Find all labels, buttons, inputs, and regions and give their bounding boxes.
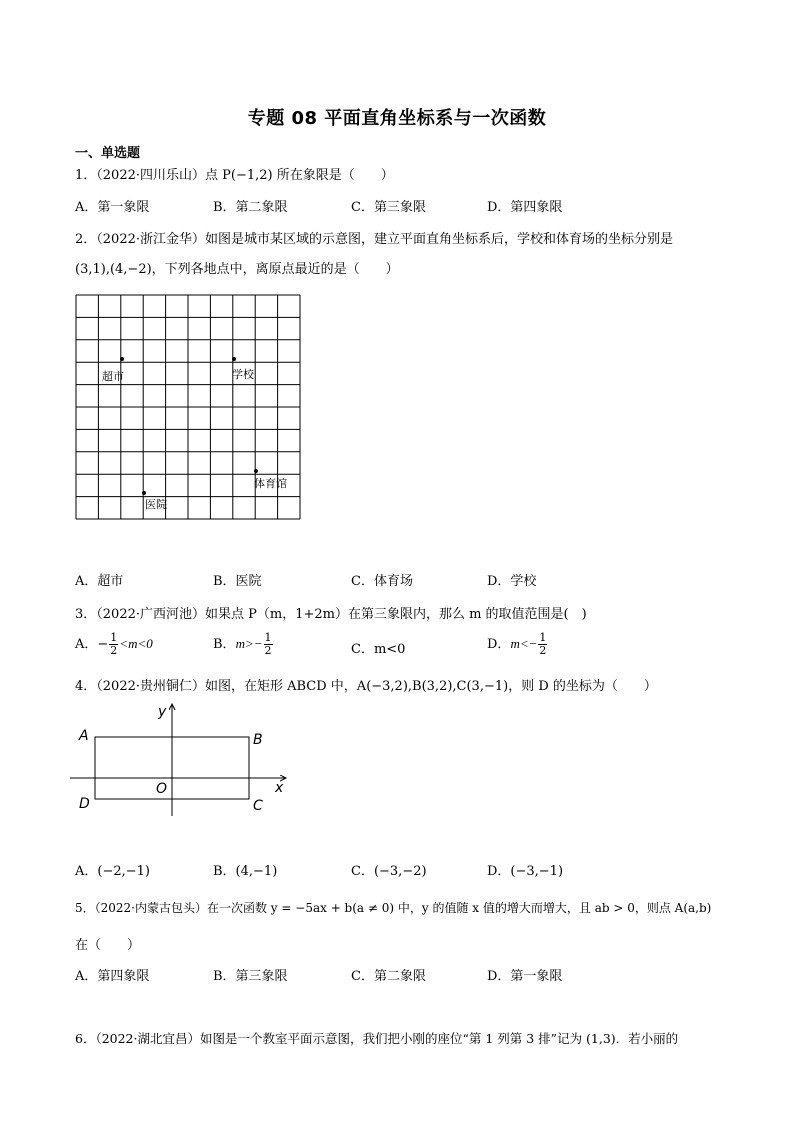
q3-d-den: 2 — [539, 644, 547, 657]
q3-option-d — [487, 632, 548, 657]
q2-option-a: A．超市 — [75, 574, 124, 589]
q5-option-b: B．第三象限 — [213, 969, 288, 984]
hospital-label: 医院 — [145, 498, 167, 511]
q3-a-neg: − — [97, 637, 109, 652]
question-5-stem-line2: 在（ ） — [75, 938, 141, 953]
label-a: A — [79, 728, 89, 744]
q2-option-b: B．医院 — [213, 574, 262, 589]
question-1-stem: 1．（2022·四川乐山）点 P(−1,2) 所在象限是（ ） — [75, 168, 394, 183]
label-d: D — [79, 796, 90, 812]
q2-option-c: C．体育场 — [351, 574, 413, 589]
page-title: 专题 08 平面直角坐标系与一次函数 — [247, 108, 547, 129]
q5-option-d: D．第一象限 — [487, 969, 563, 984]
label-y: y — [158, 704, 167, 720]
q4-option-d: D．(−3,−1) — [487, 864, 564, 879]
q3-a-tail: <m<0 — [119, 636, 153, 651]
question-3-stem: 3．（2022·广西河池）如果点 P（m，1+2m）在第三象限内，那么 m 的取值范围是( ) — [75, 607, 587, 622]
q1-option-c: C．第三象限 — [351, 200, 426, 215]
question-2-stem-line1: 2．（2022·浙江金华）如图是城市某区域的示意图，建立平面直角坐标系后，学校和体育场的坐标分别是 — [75, 232, 673, 247]
q3-option-c: C．m<0 — [351, 642, 406, 657]
q3-a-label: A． — [75, 637, 98, 652]
q3-d-head: m<− — [510, 636, 538, 651]
q3-a-den: 2 — [110, 644, 118, 657]
q3-b-num: 1 — [264, 631, 272, 644]
label-x: x — [275, 780, 284, 796]
q3-b-label: B． — [213, 637, 236, 652]
section-heading: 一、单选题 — [75, 146, 141, 161]
question-5-stem-line1: 5．（2022·内蒙古包头）在一次函数 y = −5ax + b(a ≠ 0) 中，y 的值随 x 值的增大而增大，且 ab > 0，则点 A(a,b) — [75, 901, 712, 915]
q3-b-head: m>− — [235, 636, 263, 651]
q2-option-d: D．学校 — [487, 574, 537, 589]
q5-option-c: C．第二象限 — [351, 969, 426, 984]
gym-label: 体育馆 — [254, 477, 287, 490]
school-point — [232, 357, 236, 361]
question-4-stem: 4．（2022·贵州铜仁）如图，在矩形 ABCD 中，A(−3,2),B(3,2),C(3,−1)，则 D 的坐标为（ ） — [75, 679, 657, 694]
label-origin: O — [156, 781, 168, 797]
question-2-stem-line2: (3,1),(4,−2)，下列各地点中，离原点最近的是（ ） — [75, 262, 399, 277]
q5-option-a: A．第四象限 — [75, 969, 150, 984]
question-6-stem: 6．（2022·湖北宜昌）如图是一个教室平面示意图，我们把小刚的座位“第 1 列第 3 排”记为 (1,3)．若小丽的 — [75, 1031, 679, 1046]
q3-option-b — [213, 632, 274, 657]
label-b: B — [253, 732, 263, 748]
q4-option-b: B．(4,−1) — [213, 864, 278, 879]
q4-option-c: C．(−3,−2) — [351, 864, 427, 879]
city-map-figure — [74, 293, 306, 521]
q3-b-fraction — [264, 632, 273, 657]
supermarket-point — [120, 357, 124, 361]
q1-option-d: D．第四象限 — [487, 200, 563, 215]
q1-option-b: B．第二象限 — [213, 200, 288, 215]
supermarket-label: 超市 — [102, 370, 124, 383]
q3-a-fraction — [109, 632, 118, 657]
hospital-point — [142, 491, 146, 495]
q3-a-num: 1 — [110, 631, 118, 644]
q4-option-a: A．(−2,−1) — [75, 864, 150, 879]
q3-option-a — [75, 632, 153, 657]
gym-point — [254, 469, 258, 473]
school-label: 学校 — [232, 368, 254, 381]
q1-option-a: A．第一象限 — [75, 200, 150, 215]
label-c: C — [253, 798, 263, 814]
rectangle-figure — [70, 700, 292, 822]
q3-d-label: D． — [487, 637, 511, 652]
q3-d-num: 1 — [539, 631, 547, 644]
q3-b-den: 2 — [264, 644, 272, 657]
q3-d-fraction — [538, 632, 547, 657]
